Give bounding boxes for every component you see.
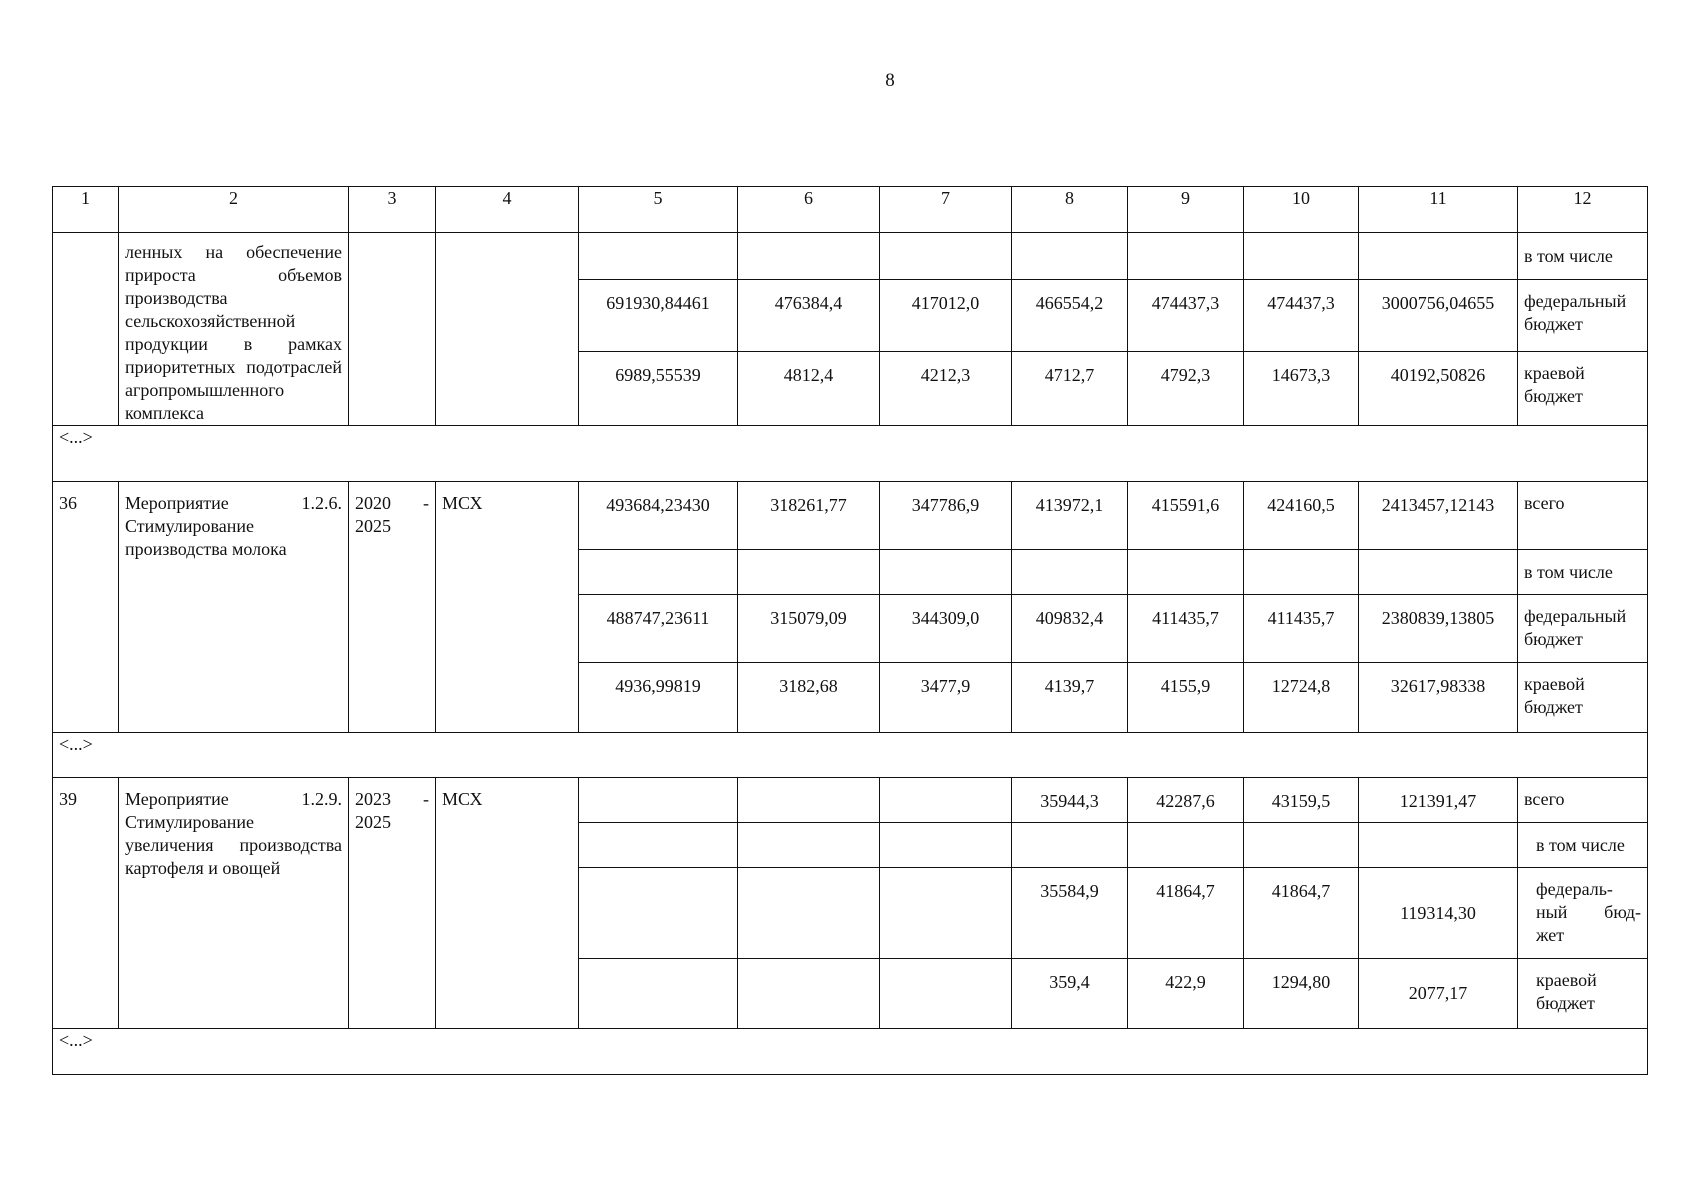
gap-row [53,1029,1648,1075]
value-cell: 42287,6 [1128,778,1244,823]
value-cell [738,868,880,959]
value-cell: 422,9 [1128,959,1244,1029]
value-cell [738,823,880,868]
column-header: 6 [738,187,880,233]
value-cell [579,959,738,1029]
value-cell [1012,233,1128,280]
value-cell: 6989,55539 [579,352,738,426]
executor-cell: МСХ [436,482,579,733]
value-cell: 4936,99819 [579,663,738,733]
value-cell: 32617,98338 [1359,663,1518,733]
period-end: 2025 [355,812,391,832]
value-cell: 347786,9 [880,482,1012,550]
column-header: 12 [1518,187,1648,233]
executor-cell [436,233,579,426]
value-cell: 4139,7 [1012,663,1128,733]
period-start: 2023 [355,789,391,809]
value-cell [880,868,1012,959]
value-cell: 413972,1 [1012,482,1128,550]
value-cell: 41864,7 [1128,868,1244,959]
value-cell: 409832,4 [1012,595,1128,663]
funding-source-cell: всего [1518,778,1648,823]
funding-source-cell: федераль- ный бюд- жет [1518,868,1648,959]
value-cell [579,233,738,280]
value-cell [1128,550,1244,595]
budget-table [52,186,1648,1075]
value-cell: 411435,7 [1244,595,1359,663]
column-header: 5 [579,187,738,233]
gap-marker: <...> [53,1029,1648,1075]
funding-source-cell: в том числе [1518,550,1648,595]
gap-marker: <...> [53,733,1648,778]
value-cell: 424160,5 [1244,482,1359,550]
value-cell: 35584,9 [1012,868,1128,959]
value-cell [579,550,738,595]
executor-cell: МСХ [436,778,579,1029]
value-cell [1244,550,1359,595]
funding-source-cell: краевой бюджет [1518,959,1648,1029]
value-cell: 493684,23430 [579,482,738,550]
column-header: 2 [119,187,349,233]
page-number: 8 [885,70,895,91]
value-cell: 4212,3 [880,352,1012,426]
value-cell [1128,233,1244,280]
period-dash: - [423,493,429,513]
value-cell: 35944,3 [1012,778,1128,823]
funding-source-cell: федеральный бюджет [1518,595,1648,663]
value-cell: 474437,3 [1244,280,1359,352]
value-cell: 3477,9 [880,663,1012,733]
value-cell: 40192,50826 [1359,352,1518,426]
value-cell [579,868,738,959]
column-header: 9 [1128,187,1244,233]
value-cell [738,550,880,595]
value-cell: 14673,3 [1244,352,1359,426]
value-cell: 41864,7 [1244,868,1359,959]
value-cell: 4712,7 [1012,352,1128,426]
measure-name-cell: Мероприятие 1.2.9. Стимулирование увеличения производства картофеля и овощей [119,778,349,1029]
value-cell [1244,823,1359,868]
column-header: 1 [53,187,119,233]
value-cell: 466554,2 [1012,280,1128,352]
value-cell [1359,550,1518,595]
period-dash: - [423,789,429,809]
value-cell: 2077,17 [1359,959,1518,1029]
value-cell [880,233,1012,280]
measure-name-cell: ленных на обеспечение прироста объемов производства сельскохозяйственной продукции в рамках приоритетных подотраслей агропромышленного комплекса [119,233,349,426]
value-cell: 344309,0 [880,595,1012,663]
column-header: 7 [880,187,1012,233]
value-cell: 488747,23611 [579,595,738,663]
value-cell: 474437,3 [1128,280,1244,352]
value-cell: 43159,5 [1244,778,1359,823]
value-cell: 4792,3 [1128,352,1244,426]
value-cell: 3182,68 [738,663,880,733]
funding-source-cell: краевой бюджет [1518,663,1648,733]
value-cell: 359,4 [1012,959,1128,1029]
value-cell: 318261,77 [738,482,880,550]
period-cell [349,778,436,1029]
column-header: 8 [1012,187,1128,233]
value-cell [880,823,1012,868]
value-cell: 12724,8 [1244,663,1359,733]
value-cell: 4812,4 [738,352,880,426]
value-cell [1359,823,1518,868]
funding-source-cell: в том числе [1518,823,1648,868]
value-cell: 315079,09 [738,595,880,663]
column-header: 11 [1359,187,1518,233]
value-cell [880,778,1012,823]
value-cell: 2380839,13805 [1359,595,1518,663]
period-end: 2025 [355,516,391,536]
period-start: 2020 [355,493,391,513]
funding-source-cell: краевой бюджет [1518,352,1648,426]
value-cell [579,823,738,868]
table-row [53,482,1648,550]
value-cell [579,778,738,823]
row-number-cell [53,233,119,426]
gap-marker: <...> [53,426,1648,482]
value-cell [738,959,880,1029]
value-cell: 1294,80 [1244,959,1359,1029]
column-header: 4 [436,187,579,233]
period-cell [349,233,436,426]
value-cell: 476384,4 [738,280,880,352]
period-cell [349,482,436,733]
value-cell: 2413457,12143 [1359,482,1518,550]
row-number-cell: 39 [53,778,119,1029]
value-cell: 121391,47 [1359,778,1518,823]
value-cell [880,550,1012,595]
value-cell [1128,823,1244,868]
row-number-cell: 36 [53,482,119,733]
value-cell [738,233,880,280]
value-cell: 417012,0 [880,280,1012,352]
measure-name-cell: Мероприятие 1.2.6. Стимулирование производства молока [119,482,349,733]
value-cell: 411435,7 [1128,595,1244,663]
value-cell: 119314,30 [1359,868,1518,959]
funding-source-cell: федеральный бюджет [1518,280,1648,352]
funding-source-cell: в том числе [1518,233,1648,280]
value-cell: 4155,9 [1128,663,1244,733]
value-cell [738,778,880,823]
gap-row [53,733,1648,778]
funding-source-cell: всего [1518,482,1648,550]
table-row [53,778,1648,823]
column-header: 3 [349,187,436,233]
value-cell [1012,550,1128,595]
value-cell [880,959,1012,1029]
table-row [53,233,1648,280]
column-header-row [53,187,1648,233]
value-cell [1359,233,1518,280]
value-cell: 691930,84461 [579,280,738,352]
column-header: 10 [1244,187,1359,233]
gap-row [53,426,1648,482]
value-cell [1012,823,1128,868]
value-cell [1244,233,1359,280]
value-cell: 415591,6 [1128,482,1244,550]
value-cell: 3000756,04655 [1359,280,1518,352]
